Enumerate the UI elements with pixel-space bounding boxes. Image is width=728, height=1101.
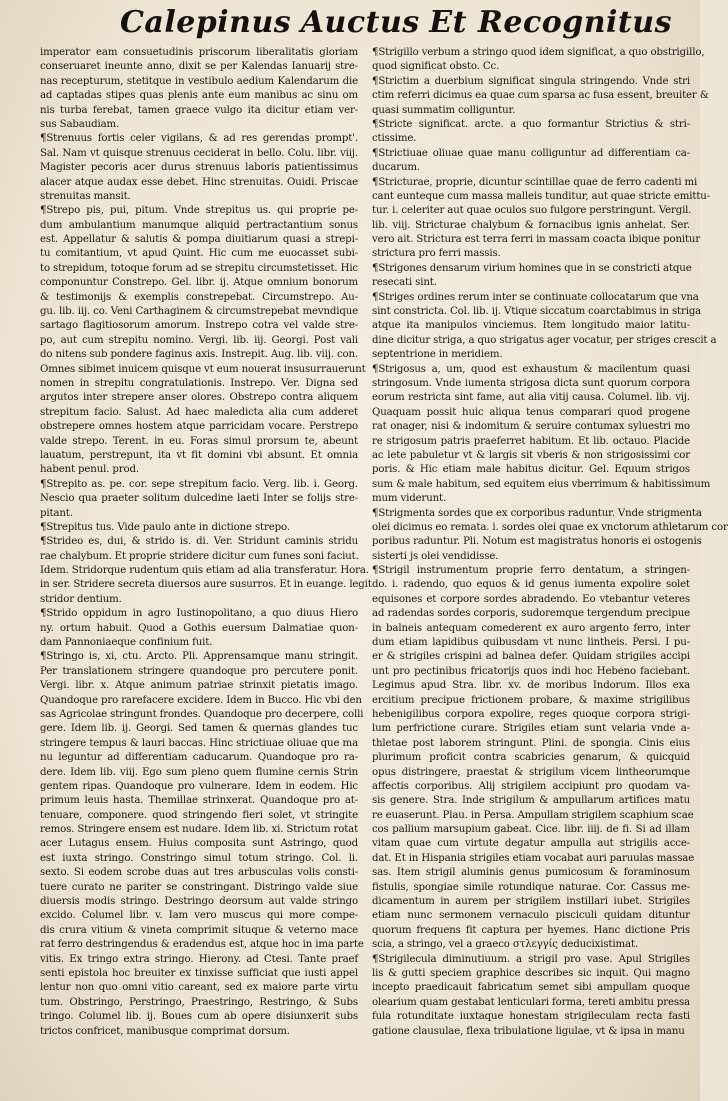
- text-line: nu leguntur ad differentiam caducarum. Quandoque pro ra-: [40, 752, 358, 764]
- text-line: dum ambulantium manumque aliquid pertractantium sonus: [40, 219, 358, 231]
- text-line: ¶Strigmenta sordes que ex corporibus raduntur. Vnde strigmenta: [372, 507, 702, 519]
- text-line: Per translationem stringere quandoque pro percutere ponit.: [40, 665, 358, 677]
- text-line: nomen in strepitu congratulationis. Instrepo. Ver. Digna sed: [40, 377, 358, 389]
- text-line: ctissime.: [372, 133, 417, 145]
- text-line: ad radendas sordes corporis, sudoremque tergendum precipue: [372, 608, 690, 620]
- text-line: ¶Strigil instrumentum proprie ferro dentatum, a stringen-: [372, 565, 690, 577]
- text-line: conseruaret ineunte anno, dixit se per Kalendas Ianuarij stre-: [40, 61, 358, 73]
- text-line: quod significat obsto. Cc.: [372, 61, 500, 73]
- text-line: nis turba ferebat, tamen graece vulgo ita dicitur etiam ver-: [40, 104, 358, 116]
- text-line: ¶Striges ordines rerum inter se continuate collocatarum que vna: [372, 291, 699, 303]
- text-line: ¶Strigillo verbum a stringo quod idem significat, a quo obstrigillo,: [372, 47, 705, 58]
- text-line: Vergi. libr. x. Atque animum patriae strinxit pietatis imago.: [40, 680, 358, 692]
- text-line: ¶Stricturae, proprie, dicuntur scintillae quae de ferro cadenti mi: [372, 176, 698, 188]
- text-line: ¶Stricte significat. arcte. a quo formantur Strictius & stri-: [372, 118, 690, 130]
- text-line: diuersis modis stringo. Destringo deorsum aut valde stringo: [40, 896, 358, 908]
- text-line: componuntur Constrepo. Gel. libr. ij. Atque omnium bonorum: [40, 277, 358, 289]
- text-line: sas Agricolae stringunt frondes. Quandoque pro decerpere, colli: [40, 708, 364, 720]
- left-column: [40, 46, 372, 1039]
- text-line: strenuitas mansit.: [40, 190, 131, 202]
- text-line: ¶Strigosus a, um, quod est exhaustum & macilentum quasi: [372, 363, 690, 375]
- text-line: est. Appellatur & salutis & pompa diuitiarum quasi a strepi-: [40, 234, 358, 246]
- text-line: Quaquam possit huic aliqua tenus comparari quod progene: [372, 406, 690, 418]
- header-left-word: Calepinus: [120, 5, 292, 40]
- text-line: nas recepturum, stetitque in vestibulo aedium Kalendarum die: [40, 75, 358, 87]
- text-line: remos. Stringere ensem est nudare. Idem lib. xi. Strictum rotat: [40, 824, 359, 836]
- text-line: sint constricta. Col. lib. ij. Vtique siccatum coarctabimus in striga: [372, 306, 702, 318]
- text-line: poribus raduntur. Pli. Notum est magistratus honoris ei ostogenis: [372, 536, 702, 548]
- text-line: imperator eam consuetudinis priscorum liberalitatis gloriam: [40, 47, 358, 58]
- text-line: dicamentum in aurem per strigilem instillari iubet. Strigiles: [372, 896, 690, 908]
- running-header: [40, 4, 690, 42]
- text-line: pitant.: [40, 507, 73, 519]
- text-line: ¶Strepito as. pe. cor. sepe strepitum facio. Verg. lib. i. Georg.: [40, 478, 358, 490]
- text-line: rat ferro destringendus & eradendus est, atque hoc in ima parte: [40, 939, 364, 951]
- text-line: sus Sabaudiam.: [40, 118, 120, 130]
- text-line: dum etiam lapidibus quibusdam vt nunc lintheis. Persi. I pu-: [372, 637, 690, 649]
- text-line: sum & male habitum, sed equitem eius vberrimum & habitissimum: [372, 478, 711, 490]
- text-line: to strepidum, totoque forum ad se strepitu circumstetisset. Hic: [40, 262, 358, 274]
- text-line: sis genere. Stra. Inde strigilum & ampullarum artifices matu: [372, 795, 690, 807]
- text-line: gere. Idem lib. ij. Georgi. Sed tamen & quernas glandes tuc: [40, 723, 358, 735]
- text-line: ¶Strepitus tus. Vide paulo ante in dictione strepo.: [40, 521, 290, 533]
- text-line: Quandoque pro rarefacere excidere. Idem in Bucco. Hic vbi den: [40, 694, 362, 706]
- text-line: equisones et corpore sordes abradendo. Eo vtebantur veteres: [372, 593, 690, 605]
- text-line: stridor dentium.: [40, 593, 122, 605]
- text-line: Magister pecoris acer durus strenuus laboris patientissimus: [40, 162, 358, 174]
- text-line: lauatum, perstrepunt, ita vt fit domini vbi absunt. Et omnia: [40, 449, 358, 461]
- text-line: primum leuis hasta. Themillae strinxerat. Quandoque pro at-: [40, 795, 358, 807]
- text-line: etiam nunc sermonem vernaculo pisciculi quidam dituntur: [372, 910, 690, 922]
- text-line: ducarum.: [372, 162, 420, 174]
- text-line: lentur non quo omni vitio careant, sed ex maiore parte virtu: [40, 982, 358, 994]
- text-line: ctim referri dicimus ea quae cum sparsa ac fusa essent, breuiter &: [372, 90, 709, 102]
- text-line: do nitens sub pondere faginus axis. Instrepit. Aug. lib. viij. con.: [40, 349, 358, 361]
- text-line: strepitum facio. Salust. Ad haec maledicta alia cum adderet: [40, 406, 358, 418]
- text-line: ¶Strictiuae oliuae quae manu colliguntur ad differentiam ca-: [372, 147, 690, 159]
- text-line: excido. Columel libr. v. Iam vero muscus qui more compe-: [40, 910, 358, 922]
- text-line: senti epistola hoc breuiter ex tinxisse sufficiat que iusti appel: [40, 968, 358, 979]
- text-line: ¶Strigones densarum virium homines que in se constricti atque: [372, 262, 692, 274]
- text-line: tringo. Columel lib. ij. Boues cum ab opere disiunxerit subs: [40, 1011, 358, 1023]
- text-line: scia, a stringo, vel a graeco στλεγγίς deducixistimat.: [372, 939, 638, 951]
- text-line: mum viderunt.: [372, 493, 447, 505]
- text-line: sartago flagitiosorum amorum. Instrepo cotra vel valde stre-: [40, 320, 358, 332]
- text-line: re euaserunt. Plau. in Persa. Ampullam strigilem scaphium scae: [372, 809, 694, 821]
- header-right-word: Et Recognitus: [429, 5, 672, 40]
- text-line: strictura pro ferri massis.: [372, 248, 501, 260]
- text-line: gatione clausulae, flexa tribulatione ligulae, vt & ipsa in manu: [372, 1025, 685, 1037]
- text-line: ¶Strigilecula diminutiuum. a strigil pro vase. Apul Strigiles: [372, 953, 690, 965]
- text-line: acer Lutagus ensem. Huius composita sunt Astringo, quod: [40, 838, 358, 850]
- text-line: dere. Idem lib. viij. Ego sum pleno quem flumine cernis Strin: [40, 766, 358, 778]
- text-line: po, aut cum strepitu nomino. Vergi. lib. iij. Georgi. Post vali: [40, 334, 358, 346]
- text-line: dat. Et in Hispania strigiles etiam vocabat auri paruulas massae: [372, 852, 695, 864]
- text-line: olearium quam gestabat lenticulari forma, tereti ambitu pressa: [372, 996, 690, 1008]
- text-line: plurimum proficit contra scabricies genarum, & quicquid: [372, 752, 690, 764]
- header-center-word: Auctus: [300, 5, 420, 40]
- text-line: valde strepo. Terent. in eu. Foras simul prorsum te, abeunt: [40, 435, 358, 447]
- text-line: tur. i. celeriter aut quae oculos suo fulgore perstringunt. Vergil.: [372, 205, 692, 217]
- text-line: stringosum. Vnde iumenta strigosa dicta sunt quorum corpora: [372, 377, 690, 389]
- text-line: Omnes sibimet inuicem quisque vt eum nouerat insusurrauerunt: [40, 363, 366, 375]
- text-line: vitam quae cum virtute degatur ampulla aut strigilis acce-: [372, 838, 690, 850]
- text-line: Sal. Nam vt quisque strenuus ceciderat in bello. Colu. libr. viij.: [40, 147, 358, 159]
- text-line: lib. viij. Stricturae chalybum & fornacibus ignis anhelat. Ser.: [372, 219, 690, 231]
- text-line: rae chalybum. Et proprie stridere dicitur cum funes soni faciut.: [40, 550, 359, 562]
- text-line: lis & gutti speciem graphice describes sic inquit. Qui magno: [372, 968, 690, 979]
- text-line: Idem. Stridorque rudentum quis etiam ad alia transferatur. Hora.: [40, 565, 369, 577]
- text-line: habent penul. prod.: [40, 464, 139, 476]
- text-line: sexto. Si eodem scrobe duas aut tres arbusculas volis consti-: [40, 867, 358, 879]
- text-line: argutos inter strepere anser olores. Obstrepo contra aliquem: [40, 392, 358, 404]
- text-line: & testimonijs & exemplis constrepebat. Circumstrepo. Au-: [40, 291, 358, 303]
- text-line: gentem ripas. Quandoque pro vulnerare. Idem in eodem. Hic: [40, 780, 358, 792]
- text-line: affectis corporibus. Alij strigilem accipiunt pro quodam va-: [372, 780, 690, 792]
- text-line: sisterti js olei vendidisse.: [372, 550, 499, 562]
- text-line: dine dicitur striga, a quo strigatus ager vocatur, per striges crescit a: [372, 334, 717, 346]
- text-line: lum perfrictione curare. Strigiles etiam sunt velaria vnde a-: [372, 723, 690, 735]
- text-line: in balneis antequam comederent ex auro argento ferro, inter: [372, 622, 690, 634]
- text-line: fistulis, spongiae simile rotundique naturae. Cor. Cassus me-: [372, 881, 690, 893]
- text-line: stringere tempus & lauri baccas. Hinc strictiuae oliuae que ma: [40, 737, 358, 749]
- text-line: vero ait. Strictura est terra ferri in massam coacta ibique ponitur: [372, 234, 701, 246]
- text-line: ¶Strido oppidum in agro Iustinopolitano, a quo diuus Hiero: [40, 608, 358, 620]
- text-line: resecati sint.: [372, 277, 437, 289]
- text-line: ac lete pabuletur vt & largis sit vberis & non strigosissimi cor: [372, 449, 690, 461]
- text-line: tuere curato ne pariter se constringant. Distringo valde siue: [40, 881, 358, 893]
- text-line: gu. lib. iij. co. Veni Carthaginem & circumstrepebat mevndique: [40, 306, 358, 318]
- text-line: ¶Strictim a duerbium significat singula stringendo. Vnde stri: [372, 75, 690, 87]
- text-line: obstrepere omnes hostem atque parricidam vocare. Perstrepo: [40, 421, 358, 433]
- right-column: [372, 46, 728, 1039]
- text-line: tum. Obstringo, Perstringo, Praestringo, Restringo, & Subs: [40, 996, 358, 1008]
- text-line: opus distringere, praestat & strigilum vicem lintheorumque: [372, 766, 690, 778]
- text-line: ¶Strenuus fortis celer vigilans, & ad res gerendas prompt'.: [40, 133, 358, 145]
- text-columns: [40, 46, 728, 1039]
- text-line: ad captadas stipes quas plenis ante eum manibus ac sinu om: [40, 90, 358, 102]
- text-line: rat onager, nisi & indomitum & seruire contumax syluestri mo: [372, 421, 690, 433]
- text-line: ercitium precipue frictionem probare, & maxime strigilibus: [372, 694, 690, 706]
- text-line: sas. Item strigil aluminis genus pumicosum & foraminosum: [372, 867, 690, 879]
- text-line: dam Pannoniaeque confinium fuit.: [40, 637, 213, 649]
- text-line: incepto praedicauit fabricatum semet sibi ampullam quoque: [372, 982, 690, 994]
- text-line: re strigosum patris praeferret habitum. Et lib. octauo. Placide: [372, 435, 690, 447]
- text-line: atque ita manipulos vinciemus. Item longitudo maior latitu-: [372, 320, 690, 332]
- text-line: tenuare, componere. quod stringendo fieri solet, vt stringite: [40, 809, 358, 821]
- text-line: quasi summatim colliguntur.: [372, 104, 516, 116]
- text-line: unt pro pectinibus fricatorijs quos indi hoc Hebeno faciebant.: [372, 665, 690, 677]
- text-line: quorum frequens fit captura per hyemes. Hanc dictione Pris: [372, 924, 690, 936]
- text-line: septentrione in meridiem.: [372, 349, 503, 361]
- text-line: tu comitantium, vt apud Quint. Hic cum me euocasset subi-: [40, 248, 358, 260]
- text-line: fula rotunditate iuxtaque honestam strigileculam recta fasti: [372, 1011, 690, 1023]
- text-line: poris. & Hic etiam male habitus dicitur. Gel. Equum strigos: [372, 464, 690, 476]
- text-line: cos pallium marsupium gabeat. Cice. libr. iiij. de fi. Si ad illam: [372, 824, 690, 836]
- text-line: ¶Strideo es, dui, & strido is. di. Ver. Stridunt caminis stridu: [40, 536, 358, 548]
- text-line: in ser. Stridere secreta diuersos aure susurros. Et in euange. legit: [40, 579, 372, 591]
- text-line: ¶Strepo pis, pui, pitum. Vnde strepitus us. qui proprie pe-: [40, 205, 358, 217]
- text-line: vitis. Ex tringo extra stringo. Hierony. ad Ctesi. Tante praef: [40, 953, 358, 965]
- text-line: ny. ortum habuit. Quod a Gothis euersum Dalmatiae quon-: [40, 622, 358, 634]
- text-line: do. i. radendo, quo equos & id genus iumenta expolire solet: [372, 579, 690, 591]
- text-line: er & strigiles crispini ad balnea defer. Quidam strigiles accipi: [372, 651, 690, 663]
- text-line: thletae post laborem stringunt. Plini. de spongia. Cinis eius: [372, 737, 690, 749]
- text-line: dis crura vitium & vineta comprimit situque & veterno mace: [40, 924, 358, 936]
- text-line: hebenigilibus corpora expolire, reges quoque corpora strigi-: [372, 708, 690, 720]
- text-line: alacer atque audax esse debet. Hinc strenuitas. Ouidi. Priscae: [40, 176, 358, 188]
- text-line: olei dicimus eo remata. i. sordes olei quae ex vnctorum athletarum cor: [372, 521, 728, 533]
- text-line: trictos confricet, manibusque comprimat dorsum.: [40, 1025, 290, 1037]
- text-line: est iuxta stringo. Constringo simul totum stringo. Col. li.: [40, 852, 358, 864]
- text-line: cant eunteque cum massa malleis tunditur, aut quae stricte emittu-: [372, 190, 710, 202]
- text-line: ¶Stringo is, xi, ctu. Arcto. Pli. Apprensamque manu stringit.: [40, 651, 358, 663]
- text-line: Legimus apud Stra. libr. xv. de moribus Indorum. Illos exa: [372, 680, 690, 692]
- text-line: eorum restricta sint fame, aut alia vitij causa. Columel. lib. vij.: [372, 392, 690, 404]
- text-line: Nescio qua praeter solitum dulcedine laeti Inter se folijs stre-: [40, 493, 358, 505]
